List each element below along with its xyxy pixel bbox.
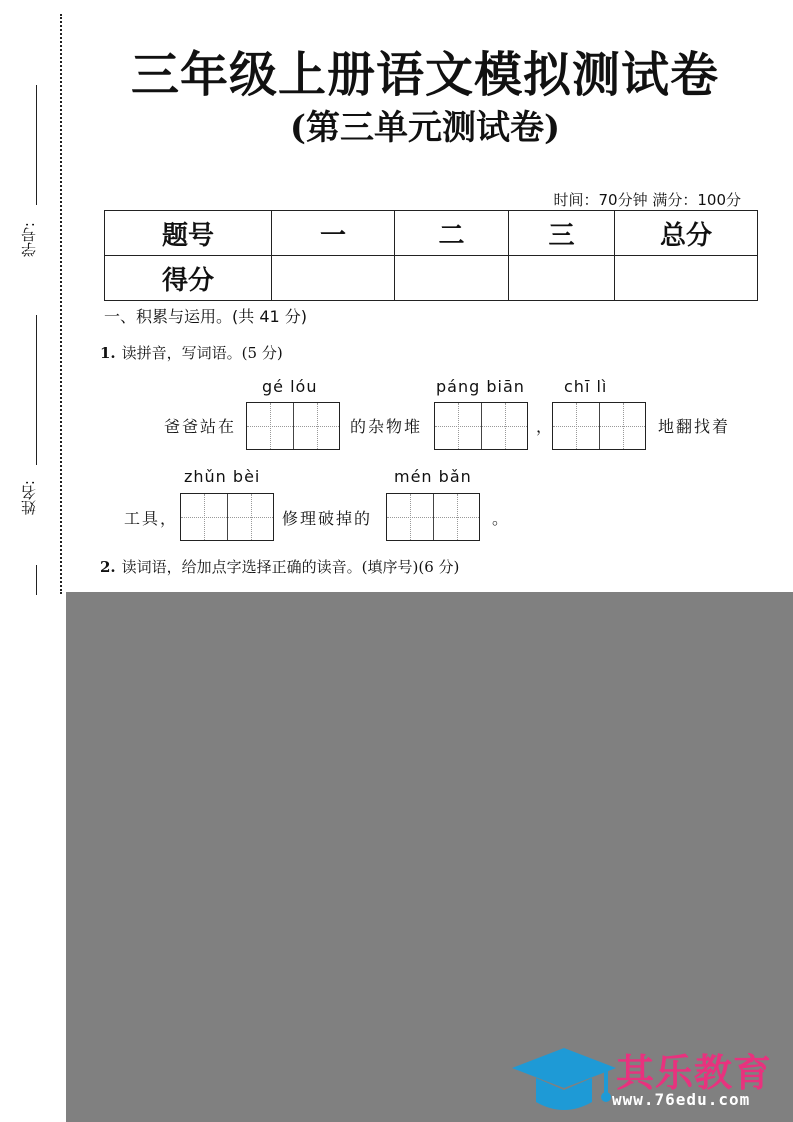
- question-text: 读拼音，写词语。(5 分): [121, 344, 283, 362]
- section-title: 一、积累与运用。(共 41 分): [104, 307, 308, 326]
- score-table: [104, 210, 758, 301]
- answer-grid-1[interactable]: [246, 402, 340, 450]
- score-cell[interactable]: [272, 256, 395, 301]
- header-cell: 题号: [105, 211, 272, 256]
- writing-cell[interactable]: [227, 494, 273, 540]
- score-cell[interactable]: [395, 256, 509, 301]
- pinyin-2: páng biān: [436, 377, 525, 396]
- answer-grid-2[interactable]: [434, 402, 528, 450]
- extra-line: [36, 565, 37, 595]
- sentence-part-3: 地翻找着: [658, 417, 731, 436]
- writing-cell[interactable]: [181, 494, 227, 540]
- writing-cell[interactable]: [247, 403, 293, 449]
- writing-cell[interactable]: [387, 494, 433, 540]
- writing-cell[interactable]: [433, 494, 479, 540]
- student-id-label: 学号:: [20, 222, 38, 258]
- comma: ，: [536, 417, 555, 436]
- row-label-cell: 得分: [105, 256, 272, 301]
- name-line: [36, 315, 37, 465]
- time-info: 时间：70分钟 满分：100分: [553, 191, 741, 209]
- pinyin-4: zhǔn bèi: [184, 467, 261, 486]
- sentence-end: 。: [492, 509, 511, 528]
- pinyin-3: chī lì: [564, 377, 608, 396]
- name-label: 姓名:: [20, 480, 38, 516]
- page-title: 三年级上册语文模拟测试卷: [130, 47, 719, 103]
- score-cell[interactable]: [509, 256, 615, 301]
- answer-grid-5[interactable]: [386, 493, 480, 541]
- header-cell: 总分: [615, 211, 758, 256]
- binding-margin-line: [60, 14, 62, 594]
- watermark-url: www.76edu.com: [612, 1090, 751, 1109]
- score-table-header-row: [105, 211, 758, 256]
- sentence-part-4: 工具，: [124, 509, 179, 528]
- sentence-part-5: 修理破掉的: [282, 509, 373, 528]
- question-number: 1.: [100, 344, 116, 362]
- question-text: 读词语，给加点字选择正确的读音。(填序号)(6 分): [121, 558, 460, 576]
- page-subtitle: (第三单元测试卷): [289, 108, 561, 148]
- watermark-name: 其乐教育: [616, 1051, 773, 1095]
- score-cell[interactable]: [615, 256, 758, 301]
- answer-grid-4[interactable]: [180, 493, 274, 541]
- score-table-score-row: [105, 256, 758, 301]
- question-number: 2.: [100, 558, 116, 576]
- sentence-part-1: 爸爸站在: [164, 417, 237, 436]
- pinyin-5: mén bǎn: [394, 467, 472, 486]
- writing-cell[interactable]: [293, 403, 339, 449]
- writing-cell[interactable]: [481, 403, 527, 449]
- writing-cell[interactable]: [599, 403, 645, 449]
- header-cell: 三: [509, 211, 615, 256]
- header-cell: 一: [272, 211, 395, 256]
- sentence-part-2: 的杂物堆: [350, 417, 423, 436]
- writing-cell[interactable]: [435, 403, 481, 449]
- question-1: [100, 342, 283, 363]
- writing-cell[interactable]: [553, 403, 599, 449]
- answer-grid-3[interactable]: [552, 402, 646, 450]
- header-cell: 二: [395, 211, 509, 256]
- question-2: [100, 556, 459, 577]
- pinyin-1: gé lóu: [262, 377, 318, 396]
- student-id-line: [36, 85, 37, 205]
